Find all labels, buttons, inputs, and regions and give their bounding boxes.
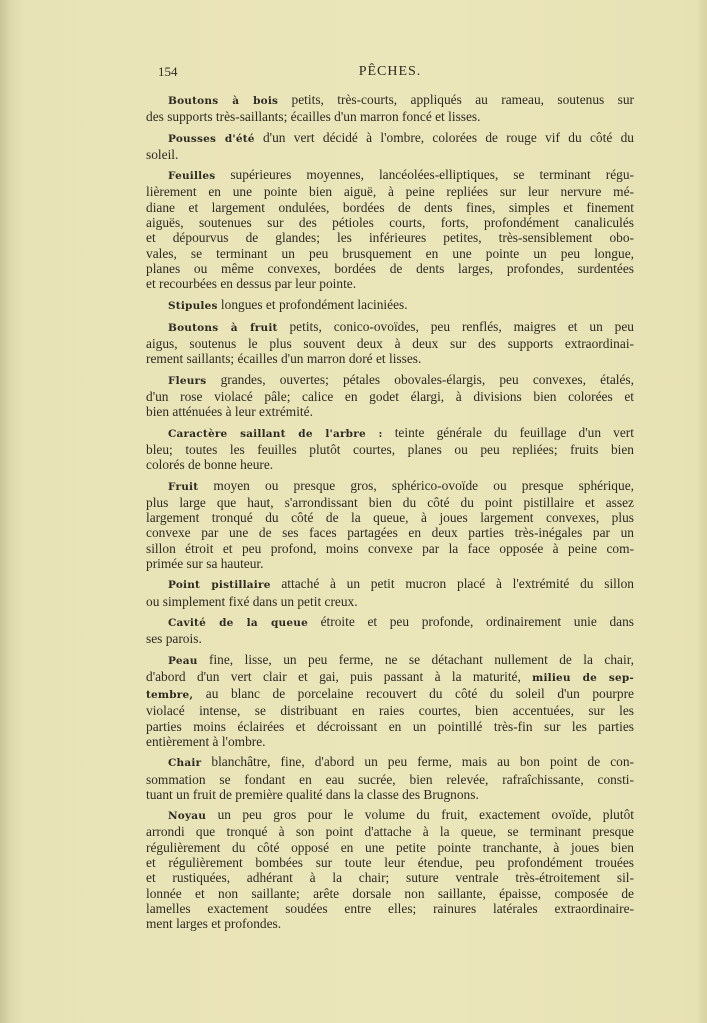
text-line (146, 389, 634, 404)
text-segment: entièrement à l'ombre. (146, 733, 266, 749)
text-segment: lamelles exactement soudées entre elles; rainures latérales extraordinaire- (146, 900, 634, 916)
text-segment: des supports très-saillants; écailles d'un marron foncé et lisses. (146, 109, 481, 125)
bold-term: Fleurs (168, 374, 207, 387)
text-line (146, 886, 634, 901)
text-line (146, 404, 634, 419)
paragraph (146, 807, 634, 931)
text-segment: supérieures moyennes, lancéolées-elliptiques, se terminant régu- (215, 167, 634, 183)
text-line (146, 230, 634, 245)
text-line (146, 276, 634, 291)
text-line (146, 510, 634, 525)
text-segment: ou simplement fixé dans un petit creux. (146, 593, 358, 609)
text-segment: sommation se fondant en eau sucrée, bien relevée, rafraîchissante, consti- (146, 771, 634, 787)
paragraph (146, 92, 634, 125)
paragraph (146, 167, 634, 291)
bold-term: Feuilles (168, 170, 216, 183)
page-number: 154 (158, 64, 178, 79)
bold-term: Fruit (168, 480, 199, 493)
text-line (146, 92, 634, 109)
text-line (146, 594, 634, 609)
bold-term: Chair (168, 757, 202, 770)
bold-term: Boutons à bois (168, 95, 279, 107)
text-segment: vales, se terminant un peu brusquement en une pointe un peu longue, (146, 245, 634, 261)
text-line (146, 457, 634, 472)
text-line (146, 372, 634, 389)
text-segment: teinte générale du feuillage d'un vert (382, 424, 634, 440)
text-line (146, 824, 634, 839)
text-line (146, 351, 634, 366)
paragraph (146, 614, 634, 647)
text-line (146, 807, 634, 824)
bold-term: Boutons à fruit (168, 321, 278, 334)
text-segment: et dépourvus de glandes; les inférieures petites, très-sensiblement obo- (146, 230, 634, 246)
text-segment: longues et profondément laciniées. (217, 296, 408, 312)
page-edge (697, 0, 707, 1023)
text-line (146, 576, 634, 593)
text-line (146, 754, 634, 771)
text-segment: sillon étroit et peu profond, moins convexe par la face opposée à peine com- (146, 540, 634, 556)
text-line (146, 631, 634, 646)
paragraph (146, 576, 634, 609)
text-line (146, 870, 634, 885)
text-segment: blanchâtre, fine, d'abord un peu ferme, mais au bon point de con- (201, 754, 634, 770)
text-segment: d'un vert décidé à l'ombre, colorées de rouge vif du côté du (254, 129, 634, 145)
text-segment: primée sur sa hauteur. (146, 556, 264, 572)
bold-term: Stipules (168, 299, 218, 312)
text-line (146, 184, 634, 199)
text-segment: un peu gros pour le volume du fruit, exactement ovoïde, plutôt (206, 807, 634, 823)
text-line (146, 200, 634, 215)
bold-term: Point pistillaire (168, 579, 271, 592)
bold-term: Cavité de la queue (168, 616, 308, 629)
text-line (146, 147, 634, 162)
text-line (146, 556, 634, 571)
text-line (146, 319, 634, 336)
book-page (146, 64, 634, 937)
text-segment: et régulièrement bombées sur toute leur étendue, peu profondément trouées (146, 855, 634, 871)
body-text (146, 92, 634, 932)
text-line (146, 734, 634, 749)
text-line (146, 855, 634, 870)
text-segment: d'un rose violacé pâle; calice en godet élargi, à divisions bien colorées et (146, 389, 634, 405)
text-segment: bien atténuées à leur extrémité. (146, 404, 313, 420)
paragraph (146, 425, 634, 473)
text-segment: tuant un fruit de première qualité dans la classe des Brugnons. (146, 786, 479, 802)
text-line (146, 840, 634, 855)
text-line (146, 261, 634, 276)
text-line (146, 719, 634, 734)
text-segment: largement tronqué du côté de la queue, à joues largement convexes, plus (146, 510, 634, 526)
text-segment: et recourbées en dessus par leur pointe. (146, 276, 357, 292)
text-line (146, 495, 634, 510)
bold-term: milieu de sep- (532, 671, 634, 684)
bold-term: Noyau (168, 810, 207, 823)
text-segment: petits, très-courts, appliqués au rameau, soutenus sur (278, 92, 634, 107)
text-line (146, 787, 634, 802)
text-segment: soleil. (146, 146, 179, 162)
text-segment: lonnée et non saillante; arête dorsale non saillante, épaisse, composée de (146, 885, 634, 901)
text-line (146, 614, 634, 631)
text-segment: diane et largement ondulées, bordées de dents fines, simples et finement (146, 199, 634, 215)
page-title: PÊCHES. (358, 64, 422, 79)
text-segment: violacé intense, se distribuant en raies courtes, bien accentuées, sur les (146, 703, 634, 719)
text-line (146, 246, 634, 261)
text-segment: grandes, ouvertes; pétales obovales-élargis, peu convexes, étalés, (206, 371, 634, 387)
paragraph (146, 754, 634, 802)
text-segment: moyen ou presque gros, sphérico-ovoïde ou presque sphérique, (198, 477, 634, 493)
text-line (146, 336, 634, 351)
paragraph (146, 319, 634, 367)
paragraph (146, 130, 634, 163)
text-segment: d'abord d'un vert clair et gai, puis passant à la maturité, (146, 668, 533, 684)
text-line (146, 686, 634, 703)
text-segment: aiguës, soutenues sur des pétioles courts, forts, profondément canaliculés (146, 215, 634, 231)
text-line (146, 425, 634, 442)
text-line (146, 772, 634, 787)
text-segment: bleu; toutes les feuilles plutôt courtes, planes ou peu repliées; fruits bien (146, 441, 634, 457)
text-segment: lièrement en une pointe bien aiguë, à peine repliées sur leur nervure mé- (146, 184, 634, 200)
text-segment: planes ou même convexes, bordées de dents larges, profondes, surdentées (146, 260, 634, 276)
text-segment: étroite et peu profonde, ordinairement unie dans (307, 613, 634, 629)
text-line (146, 297, 634, 314)
text-segment: arrondi que tronqué à son point d'attache à la queue, se terminant presque (146, 824, 634, 840)
paragraph (146, 297, 634, 314)
text-line (146, 442, 634, 457)
text-line (146, 901, 634, 916)
text-segment: parties moins éclairées et décroissant en un pointillé très-fin sur les parties (146, 718, 634, 734)
text-line (146, 916, 634, 931)
text-segment: attaché à un petit mucron placé à l'extrémité du sillon (270, 576, 634, 592)
paragraph (146, 478, 634, 572)
text-segment: aigus, soutenus le plus souvent deux à deux sur des supports extraordinai- (146, 336, 634, 352)
text-line (146, 478, 634, 495)
text-line (146, 703, 634, 718)
text-segment: au blanc de porcelaine recouvert du côté du soleil d'un pourpre (193, 686, 634, 702)
running-header (146, 64, 634, 86)
text-line (146, 130, 634, 147)
text-segment: fine, lisse, un peu ferme, ne se détachant nullement de la chair, (197, 651, 634, 667)
text-line (146, 215, 634, 230)
text-segment: ses parois. (146, 631, 202, 647)
text-segment: petits, conico-ovoïdes, peu renflés, maigres et un peu (277, 318, 634, 334)
text-line (146, 669, 634, 686)
text-line (146, 167, 634, 184)
bold-term: Peau (168, 654, 198, 667)
text-segment: et rustiquées, adhérant à la chair; suture ventrale très-étroitement sil- (146, 870, 634, 886)
text-line (146, 525, 634, 540)
bold-term: tembre, (146, 689, 194, 702)
paragraph (146, 652, 634, 750)
text-segment: convexe par une de ses faces partagées en deux parties très-inégales par un (146, 525, 634, 541)
paragraph (146, 372, 634, 420)
text-line (146, 652, 634, 669)
text-segment: plus large que haut, s'arrondissant bien du côté du point pistillaire et assez (146, 494, 634, 510)
text-line (146, 541, 634, 556)
text-segment: ment larges et profondes. (146, 916, 282, 932)
text-segment: régulièrement du côté opposé en une petite pointe tranchante, à joues bien (146, 839, 634, 855)
text-segment: rement saillants; écailles d'un marron doré et lisses. (146, 351, 422, 367)
text-segment: colorés de bonne heure. (146, 457, 274, 473)
bold-term: Caractère saillant de l'arbre : (168, 427, 383, 440)
bold-term: Pousses d'été (168, 132, 255, 145)
text-line (146, 109, 634, 124)
